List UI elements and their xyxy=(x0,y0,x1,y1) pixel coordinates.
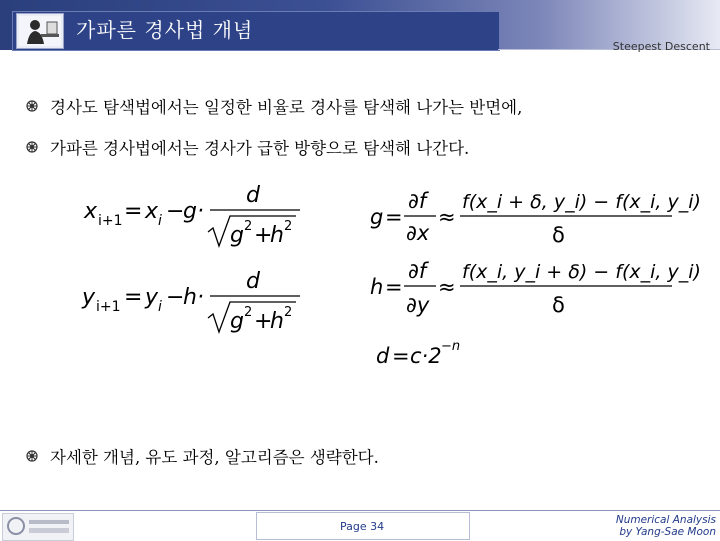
h-def-partial-den: ∂y xyxy=(406,293,430,317)
credit-line-2: by Yang-Sae Moon xyxy=(619,526,716,538)
d-def-eq: = xyxy=(392,344,410,368)
slide-title: 가파른 경사법 개념 xyxy=(76,18,254,42)
d-def-rhs: c·2 xyxy=(410,344,442,368)
footer-credit xyxy=(616,514,716,538)
x-update-exp-b: 2 xyxy=(284,219,293,234)
y-update-rhs-sub: i xyxy=(158,299,162,315)
formula-g-def xyxy=(370,189,701,247)
x-update-plus: + xyxy=(254,223,273,248)
bullet-item xyxy=(24,94,522,118)
h-def-eq: = xyxy=(385,275,403,299)
bullet-icon xyxy=(24,98,40,114)
g-def-partial-num: ∂f xyxy=(408,189,427,213)
h-def-partial-num: ∂f xyxy=(408,259,427,283)
bullet-text: 자세한 개념, 유도 과정, 알고리즘은 생략한다. xyxy=(50,448,379,467)
slide-subtitle: Steepest Descent xyxy=(612,40,710,53)
footer-divider xyxy=(0,510,720,511)
formula-x-update xyxy=(83,183,300,248)
y-update-plus: + xyxy=(254,309,273,334)
g-def-lhs: g xyxy=(370,205,384,229)
bullet-item xyxy=(24,135,469,159)
d-def-lhs: d xyxy=(376,344,390,368)
x-update-exp-a: 2 xyxy=(244,219,253,234)
x-update-rhs-var: x xyxy=(145,199,159,224)
y-update-exp-a: 2 xyxy=(244,305,253,320)
x-update-rhs-sub: i xyxy=(158,213,162,229)
h-def-num: f(x_i, y_i + δ) − f(x_i, y_i) xyxy=(462,261,701,283)
formula-d-def xyxy=(376,339,460,368)
y-update-coef: h· xyxy=(183,285,204,310)
x-update-lhs: x xyxy=(84,199,98,224)
g-def-approx: ≈ xyxy=(438,205,456,229)
slide-header xyxy=(0,0,720,58)
x-update-coef: g· xyxy=(183,199,204,224)
university-logo-icon xyxy=(2,513,74,541)
g-def-eq: = xyxy=(385,205,403,229)
page-number: Page 34 xyxy=(340,520,385,533)
y-update-exp-b: 2 xyxy=(284,305,293,320)
y-update-lhs-sub: i+1 xyxy=(96,299,121,315)
g-def-num: f(x_i + δ, y_i) − f(x_i, y_i) xyxy=(462,191,701,213)
g-def-den: δ xyxy=(552,223,565,247)
g-def-partial-den: ∂x xyxy=(406,221,430,245)
x-update-den-b: h xyxy=(270,223,284,248)
y-update-op: − xyxy=(166,285,185,310)
x-update-eq: = xyxy=(124,199,143,224)
x-update-num: d xyxy=(246,183,260,208)
x-update-lhs-sub: i+1 xyxy=(98,213,123,229)
bullet-icon xyxy=(24,139,40,155)
h-def-approx: ≈ xyxy=(438,275,456,299)
bullet-text: 가파른 경사법에서는 경사가 급한 방향으로 탐색해 나간다. xyxy=(50,139,470,158)
y-update-num: d xyxy=(246,269,260,294)
formula-block xyxy=(0,170,720,370)
credit-line-1: Numerical Analysis xyxy=(615,514,716,526)
h-def-lhs: h xyxy=(370,275,384,299)
x-update-op: − xyxy=(166,199,185,224)
bullet-icon xyxy=(24,448,40,464)
h-def-den: δ xyxy=(552,293,565,317)
d-def-exp: −n xyxy=(441,339,461,354)
presenter-logo-icon xyxy=(16,13,64,49)
y-update-rhs-var: y xyxy=(145,285,159,310)
y-update-eq: = xyxy=(124,285,143,310)
y-update-den-a: g xyxy=(230,309,244,334)
y-update-lhs: y xyxy=(82,285,96,310)
bullet-text: 경사도 탐색법에서는 일정한 비율로 경사를 탐색해 나가는 반면에, xyxy=(50,98,523,117)
formula-y-update xyxy=(81,269,300,334)
formula-h-def xyxy=(370,259,701,317)
y-update-den-b: h xyxy=(270,309,284,334)
x-update-den-a: g xyxy=(230,223,244,248)
bullet-item xyxy=(24,444,379,468)
